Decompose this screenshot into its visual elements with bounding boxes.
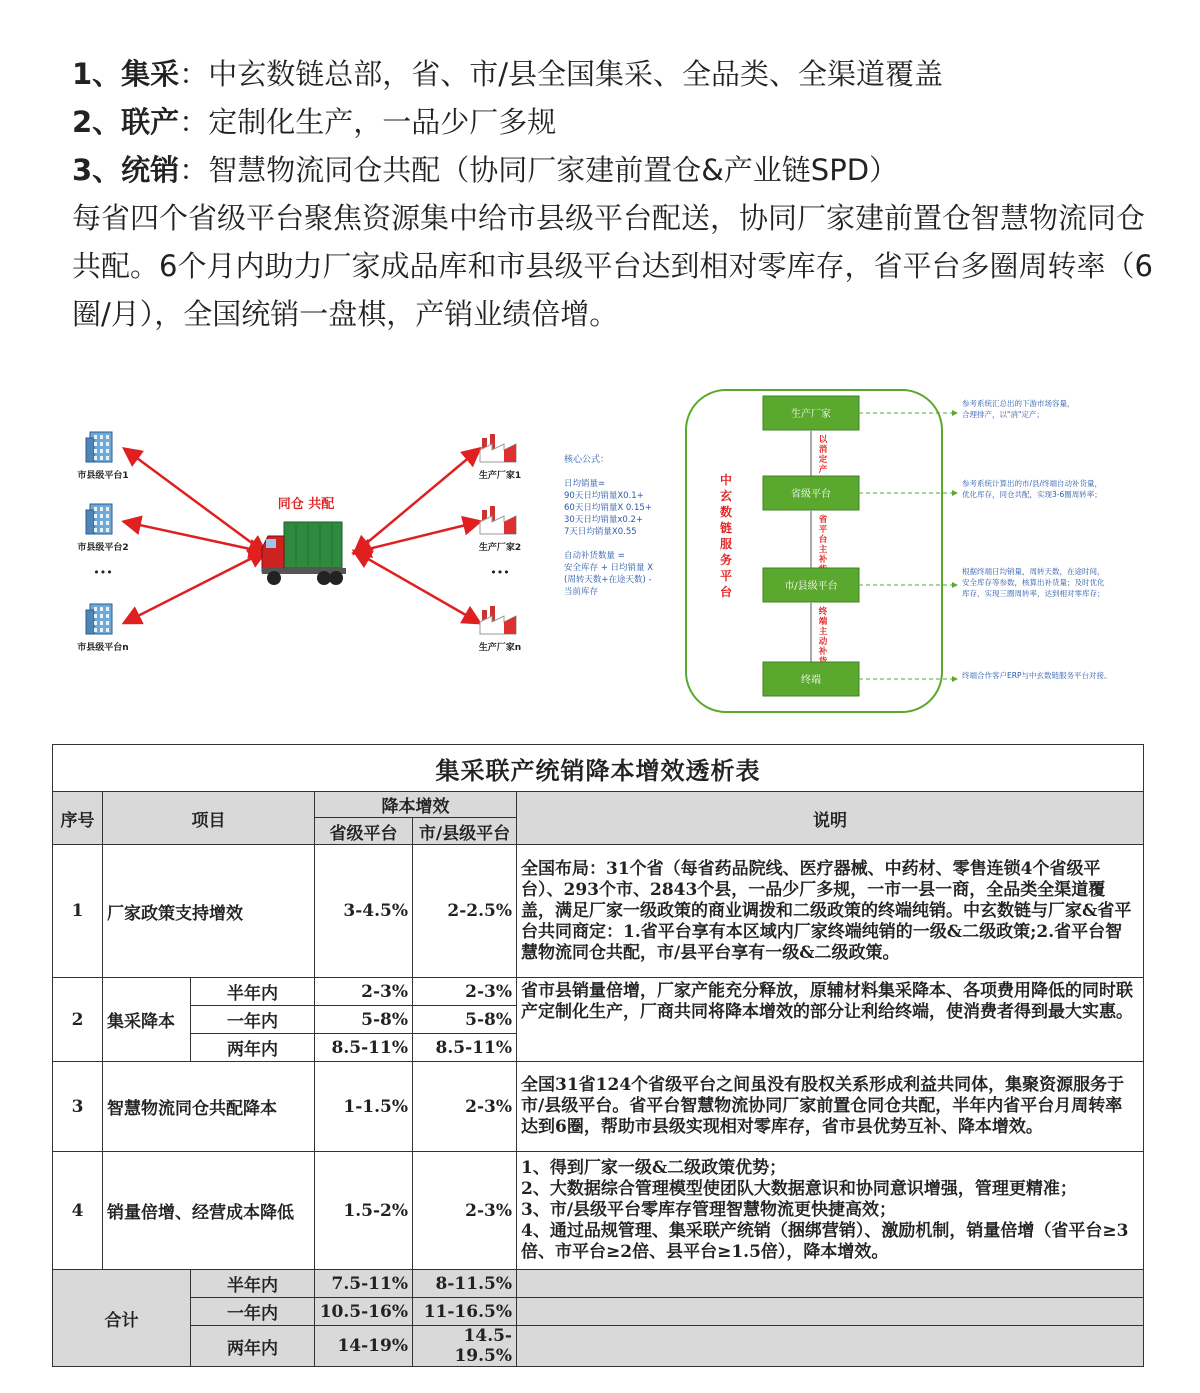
platform-node-label: 市县级平台n — [77, 643, 129, 653]
row-period: 两年内 — [191, 1034, 315, 1062]
total-prov: 7.5-11% — [315, 1270, 413, 1298]
intro-text-3: ：智慧物流同仓共配（协同厂家建前置仓&产业链SPD） — [179, 153, 899, 187]
row-item: 厂家政策支持增效 — [103, 845, 315, 978]
truck-icon — [262, 522, 346, 585]
flow-link-label-char: 消 — [818, 445, 828, 455]
header-seq: 序号 — [53, 792, 103, 845]
row-prov: 3-4.5% — [315, 845, 413, 978]
core-formula — [564, 453, 653, 597]
factory-nodes — [479, 434, 521, 653]
row-desc — [517, 1152, 1144, 1270]
row-desc: 省市县销量倍增，厂家产能充分释放，原辅材料集采降本、各项费用降低的同时联产定制化生产，厂商共同将降本增效的部分让利给终端，使消费者得到最大实惠。 — [517, 978, 1144, 1062]
intro-text — [72, 50, 1162, 338]
row-item: 销量倍增、经营成本降低 — [103, 1152, 315, 1270]
flow-link-label-char: 以 — [818, 435, 828, 445]
intro-heading-3: 3、统销 — [72, 153, 180, 187]
platform-flow-diagram — [560, 388, 1160, 720]
factory-icon — [480, 434, 516, 462]
row-item: 智慧物流同仓共配降本 — [103, 1062, 315, 1152]
flow-link-label-char: 主 — [818, 627, 828, 637]
formula-line: (周转天数+在途天数) - — [564, 575, 652, 585]
total-desc-empty — [517, 1270, 1144, 1298]
factory-node-label: 生产厂家1 — [478, 471, 522, 481]
table-row — [53, 978, 1144, 1006]
flow-link-label-char: 定 — [818, 455, 828, 465]
row-item: 集采降本 — [103, 978, 191, 1062]
factory-node-label: 生产厂家n — [478, 643, 522, 653]
distribution-arrow — [356, 552, 478, 622]
total-prov: 14-19% — [315, 1326, 413, 1367]
platform-node-label: 市县级平台1 — [77, 471, 129, 481]
row-prov: 5-8% — [315, 1006, 413, 1034]
flow-link-label-char: 产 — [818, 465, 828, 475]
total-desc-empty — [517, 1298, 1144, 1326]
row-prov: 8.5-11% — [315, 1034, 413, 1062]
formula-line: 日均销量= — [564, 479, 606, 489]
factory-icon — [480, 606, 516, 634]
formula-line: 60天日均销量X 0.15+ — [564, 503, 652, 513]
total-row — [53, 1298, 1144, 1326]
platform-nodes — [77, 432, 128, 653]
vertical-title-char: 务 — [719, 553, 733, 567]
formula-line: 7天日均销量X0.55 — [564, 527, 637, 537]
formula-line: 安全库存 + 日均销量 X — [564, 563, 654, 573]
desc-line: 2、大数据综合管理模型使团队大数据意识和协同意识增强，管理更精准； — [521, 1179, 1077, 1199]
flow-notes — [962, 398, 1111, 680]
table-row — [53, 1152, 1144, 1270]
total-city: 8-11.5% — [413, 1270, 517, 1298]
factory-icon — [480, 506, 516, 534]
flow-link-label-char: 动 — [818, 637, 828, 647]
flow-note-line: 库存，实现三圈周转率，达到相对零库存； — [962, 589, 1105, 598]
flow-arrowhead — [952, 490, 958, 496]
vertical-title-char: 玄 — [719, 489, 733, 503]
flow-link-label-char: 补 — [818, 647, 828, 657]
desc-line: 3、市/县级平台零库存管理智慧物流更快捷高效； — [521, 1200, 897, 1220]
total-period: 两年内 — [191, 1326, 315, 1367]
vertical-title-char: 平 — [719, 569, 733, 583]
header-city: 市/县级平台 — [413, 818, 517, 845]
formula-title: 核心公式： — [564, 455, 610, 465]
distribution-arrow — [126, 552, 264, 622]
distribution-diagram — [70, 420, 540, 670]
flow-note-line: 优化库存，同仓共配，实现3-6圈周转率； — [962, 490, 1102, 499]
flow-note-line: 安全库存等参数，核算出补货量；及时优化 — [962, 578, 1105, 587]
row-city: 2-2.5% — [413, 845, 517, 978]
flow-link-label-char: 终 — [818, 607, 828, 617]
flow-box-label: 省级平台 — [791, 489, 831, 500]
desc-line: 1、得到厂家一级&二级政策优势； — [521, 1158, 787, 1178]
total-period: 一年内 — [191, 1298, 315, 1326]
flow-arrowhead — [952, 676, 958, 682]
row-city: 2-3% — [413, 1062, 517, 1152]
total-city: 11-16.5% — [413, 1298, 517, 1326]
intro-heading-2: 2、联产 — [72, 105, 180, 139]
flow-note-line: 合理排产，以"消"定产； — [962, 410, 1044, 419]
building-icon — [86, 432, 112, 462]
vertical-title-char: 台 — [719, 585, 733, 599]
row-city: 2-3% — [413, 978, 517, 1006]
flow-link-label-char: 台 — [818, 535, 828, 545]
left-ellipsis: ••• — [93, 566, 113, 579]
flow-link-label-char: 平 — [818, 525, 828, 535]
intro-text-1: ：中玄数链总部，省、市/县全国集采、全品类、全渠道覆盖 — [179, 57, 943, 91]
row-city: 5-8% — [413, 1006, 517, 1034]
platform-vertical-title — [720, 472, 733, 599]
row-seq: 1 — [53, 845, 103, 978]
flow-box-label: 终端 — [801, 675, 821, 686]
intro-heading-1: 1、集采 — [72, 57, 180, 91]
platform-node-label: 市县级平台2 — [77, 543, 129, 553]
row-prov: 1.5-2% — [315, 1152, 413, 1270]
vertical-title-char: 服 — [719, 537, 733, 551]
total-row — [53, 1326, 1144, 1367]
flow-box-label: 生产厂家 — [791, 409, 831, 420]
row-desc: 全国布局：31个省（每省药品院线、医疗器械、中药材、零售连锁4个省级平台）、293个市、2843个县，一品少厂多规，一市一县一商，全品类全渠道覆盖，满足厂家一级政策的商业调拨和二级政策的终端纯销。中玄数链与厂家&省平台共同商定：1.省平台享有本区域内厂家终端纯销的一级&二级政策;2.省平台智慧物流同仓共配，市/县平台享有一级&二级政策。 — [517, 845, 1144, 978]
flow-note-line: 根据终端日均销量，周转天数，在途时间， — [962, 567, 1105, 576]
row-period: 一年内 — [191, 1006, 315, 1034]
table-row — [53, 1062, 1144, 1152]
row-city: 2-3% — [413, 1152, 517, 1270]
header-desc: 说明 — [517, 792, 1144, 845]
table-row — [53, 845, 1144, 978]
vertical-title-char: 链 — [719, 521, 733, 535]
table-title: 集采联产统销降本增效透析表 — [53, 745, 1144, 792]
total-prov: 10.5-16% — [315, 1298, 413, 1326]
intro-line-2 — [72, 98, 1162, 146]
row-seq: 4 — [53, 1152, 103, 1270]
row-seq: 2 — [53, 978, 103, 1062]
flow-link-label-char: 主 — [818, 545, 828, 555]
header-item: 项目 — [103, 792, 315, 845]
analysis-table — [52, 744, 1148, 1367]
desc-line: 4、通过品规管理、集采联产统销（捆绑营销）、激励机制，销量倍增（省平台≥3倍、市平台≥2倍、县平台≥1.5倍），降本增效。 — [521, 1221, 1129, 1262]
flow-boxes — [763, 396, 958, 696]
total-city: 14.5-19.5% — [413, 1326, 517, 1367]
flow-box-label: 市/县级平台 — [784, 581, 838, 592]
intro-line-3 — [72, 146, 1162, 194]
hub-label: 同仓 共配 — [277, 497, 335, 512]
header-group: 降本增效 — [315, 792, 517, 818]
factory-node-label: 生产厂家2 — [478, 543, 522, 553]
flow-link-label-char: 端 — [818, 617, 828, 627]
formula-line: 当前库存 — [564, 587, 599, 597]
flow-link-label-char: 补 — [818, 555, 828, 565]
total-row — [53, 1270, 1144, 1298]
intro-text-2: ：定制化生产，一品少厂多规 — [179, 105, 557, 139]
row-prov: 1-1.5% — [315, 1062, 413, 1152]
flow-link-label-char: 省 — [818, 515, 828, 525]
formula-line: 90天日均销量X0.1+ — [564, 491, 644, 501]
right-ellipsis: ••• — [490, 566, 510, 579]
row-seq: 3 — [53, 1062, 103, 1152]
row-city: 8.5-11% — [413, 1034, 517, 1062]
intro-paragraph: 每省四个省级平台聚焦资源集中给市县级平台配送，协同厂家建前置仓智慧物流同仓共配。6个月内助力厂家成品库和市县级平台达到相对零库存，省平台多圈周转率（6圈/月），全国统销一盘棋，产销业绩倍增。 — [72, 201, 1153, 331]
row-prov: 2-3% — [315, 978, 413, 1006]
flow-note-line: 参考系统汇总出的下游市场容量， — [962, 399, 1075, 408]
building-icon — [86, 604, 112, 634]
row-period: 半年内 — [191, 978, 315, 1006]
row-desc: 全国31省124个省级平台之间虽没有股权关系形成利益共同体，集聚资源服务于市/县级平台。省平台智慧物流协同厂家前置仓同仓共配，半年内省平台月周转率达到6圈，帮助市县级实现相对零库存，省市县优势互补、降本增效。 — [517, 1062, 1144, 1152]
building-icon — [86, 504, 112, 534]
vertical-title-char: 数 — [719, 505, 733, 519]
flow-arrowhead — [952, 582, 958, 588]
formula-line: 自动补货数量 = — [564, 551, 625, 561]
flow-arrowhead — [952, 410, 958, 416]
flow-note-line: 终端合作客户ERP与中玄数链服务平台对接。 — [962, 671, 1112, 680]
intro-line-1 — [72, 50, 1162, 98]
total-period: 半年内 — [191, 1270, 315, 1298]
flow-note-line: 参考系统计算出的市/县/终端自动补货量， — [962, 479, 1103, 488]
header-prov: 省级平台 — [315, 818, 413, 845]
vertical-title-char: 中 — [719, 473, 733, 487]
formula-line: 30天日均销量x0.2+ — [564, 515, 643, 525]
total-desc-empty — [517, 1326, 1144, 1367]
total-label: 合计 — [53, 1270, 191, 1367]
